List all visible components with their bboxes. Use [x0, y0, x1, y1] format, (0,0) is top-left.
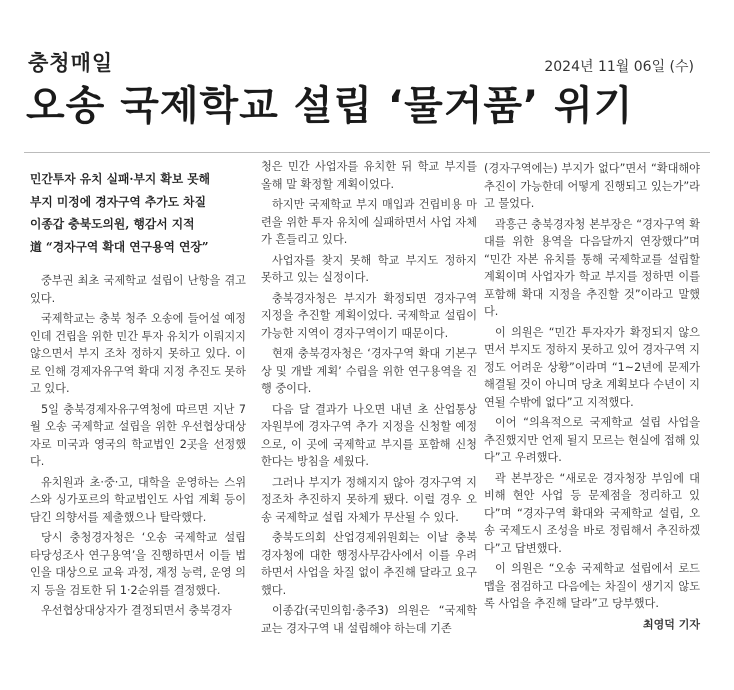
- body-paragraph: 이어 “의욕적으로 국제학교 설립 사업을 추진했지만 언제 될지 모르는 현실에 접해 있다”고 우려했다.: [484, 416, 700, 464]
- headline-divider: [24, 152, 710, 153]
- body-paragraph: 충북경자청은 부지가 확정되면 경자구역 지정을 추진할 계획이었다. 국제학교 설립이 가능한 지역이 경자구역이기 때문이다.: [261, 291, 477, 340]
- body-paragraph: 다음 달 결과가 나오면 내년 초 산업통상자원부에 경자구역 추가 지정을 신청할 예정으로, 이 곳에 국제학교 부지를 포함해 신청한다는 방침을 세웠다.: [261, 402, 477, 468]
- body-paragraph: 우선협상대상자가 결정되면서 충북경자: [41, 604, 232, 617]
- body-paragraph: 충북도의회 산업경제위원회는 이날 충북경자청에 대한 행정사무감사에서 이를 우려하면서 사업을 차질 없이 추진해 달라고 요구했다.: [261, 531, 477, 597]
- body-paragraph: 국제학교는 충북 청주 오송에 들어설 예정인데 건립을 위한 민간 투자 유치가 이뤄지지 않으면서 부지 조차 정하지 못하고 있다. 이로 인해 경제자유구역 확대 지정 추진도 못하고 있다.: [30, 312, 246, 395]
- article-column-1: [30, 158, 246, 623]
- subhead-line: 道 “경자구역 확대 연구용역 연장”: [30, 239, 209, 254]
- body-paragraph: 당시 충청경자청은 ‘오송 국제학교 설립 타당성조사 연구용역’을 진행하면서 이들 법인을 대상으로 교육 과정, 재정 능력, 운영 의지 등을 검토한 뒤 1·2순위를 결정했다.: [30, 531, 246, 597]
- subhead-line: 이종갑 충북도의원, 행감서 지적: [30, 217, 195, 231]
- body-paragraph: 유치원과 초·중·고, 대학을 운영하는 스위스와 싱가포르의 학교법인도 사업 계획 등이 담긴 의향서를 제출했으나 탈락했다.: [30, 475, 246, 524]
- body-paragraph: 사업자를 찾지 못해 학교 부지도 정하지 못하고 있는 실정이다.: [261, 253, 477, 284]
- body-paragraph: 중부권 최초 국제학교 설립이 난항을 겪고 있다.: [30, 274, 246, 305]
- subhead-line: 부지 미정에 경자구역 추가도 차질: [30, 194, 206, 209]
- body-paragraph: 이 의원은 “오송 국제학교 설립에서 로드맵을 점검하고 다음에는 차질이 생기지 않도록 사업을 추진해 달라”고 당부했다.: [484, 562, 700, 610]
- body-paragraph: (경자구역에는) 부지가 없다”면서 “확대해야 추진이 가능한데 어떻게 진행되고 있는가”라고 물었다.: [484, 162, 700, 210]
- body-paragraph: 그러나 부지가 정해지지 않아 경자구역 지정조차 추진하지 못하게 됐다. 이럴 경우 오송 국제학교 설립 자체가 무산될 수 있다.: [261, 475, 477, 524]
- article-subheadline: [30, 168, 246, 258]
- newspaper-masthead: 충청매일: [28, 51, 114, 75]
- body-paragraph: 이종갑(국민의힘·충주3) 의원은 “국제학교는 경자구역 내 설립해야 하는데 기존: [261, 604, 477, 635]
- subhead-line: 민간투자 유치 실패·부지 확보 못해: [30, 172, 211, 186]
- article-column-2: [261, 158, 477, 640]
- body-paragraph: 곽흥근 충북경자청 본부장은 “경자구역 확대를 위한 용역을 다음달까지 연장했다”며 “민간 자본 유치를 통해 국제학교를 설립할 계획이며 사업자가 학교 부지를 정하면 이를 포함해 확대 지정을 추진할 것”이라고 말했다.: [484, 217, 700, 318]
- body-paragraph: 하지만 국제학교 부지 매입과 건립비용 마련을 위한 투자 유치에 실패하면서 사업 자체가 흔들리고 있다.: [261, 198, 477, 246]
- body-paragraph: 곽 본부장은 “새로운 경자청장 부임에 대비해 현안 사업 등 문제점을 정리하고 있다”며 “경자구역 확대와 국제학교 설립, 오송 국제도시 조성을 바로 정립해서 추진하겠다”고 답변했다.: [484, 471, 700, 555]
- body-paragraph: 이 의원은 “민간 투자자가 확정되지 않으면서 부지도 정하지 못하고 있어 경자구역 지정도 어려운 상황”이라며 “1~2년에 문제가 해결될 것이 아니며 당초 계획보다 수년이 지연될 수밖에 없다”고 지적했다.: [484, 325, 700, 409]
- body-paragraph: 청은 민간 사업자를 유치한 뒤 학교 부지를 올해 말 확정할 계획이었다.: [261, 160, 477, 191]
- issue-date: 2024년 11월 06일 (수): [544, 59, 694, 75]
- reporter-byline: 최영덕 기자: [643, 617, 700, 631]
- article-headline: 오송 국제학교 설립 ‘물거품’ 위기: [26, 83, 634, 129]
- body-paragraph: 현재 충북경자청은 ‘경자구역 확대 기본구상 및 개발 계획’ 수립을 위한 연구용역을 진행 중이다.: [261, 347, 477, 395]
- body-paragraph: 5일 충북경제자유구역청에 따르면 지난 7월 오송 국제학교 설립을 위한 우선협상대상자로 미국과 영국의 학교법인 2곳을 선정했다.: [30, 402, 246, 468]
- article-column-3: [484, 160, 700, 633]
